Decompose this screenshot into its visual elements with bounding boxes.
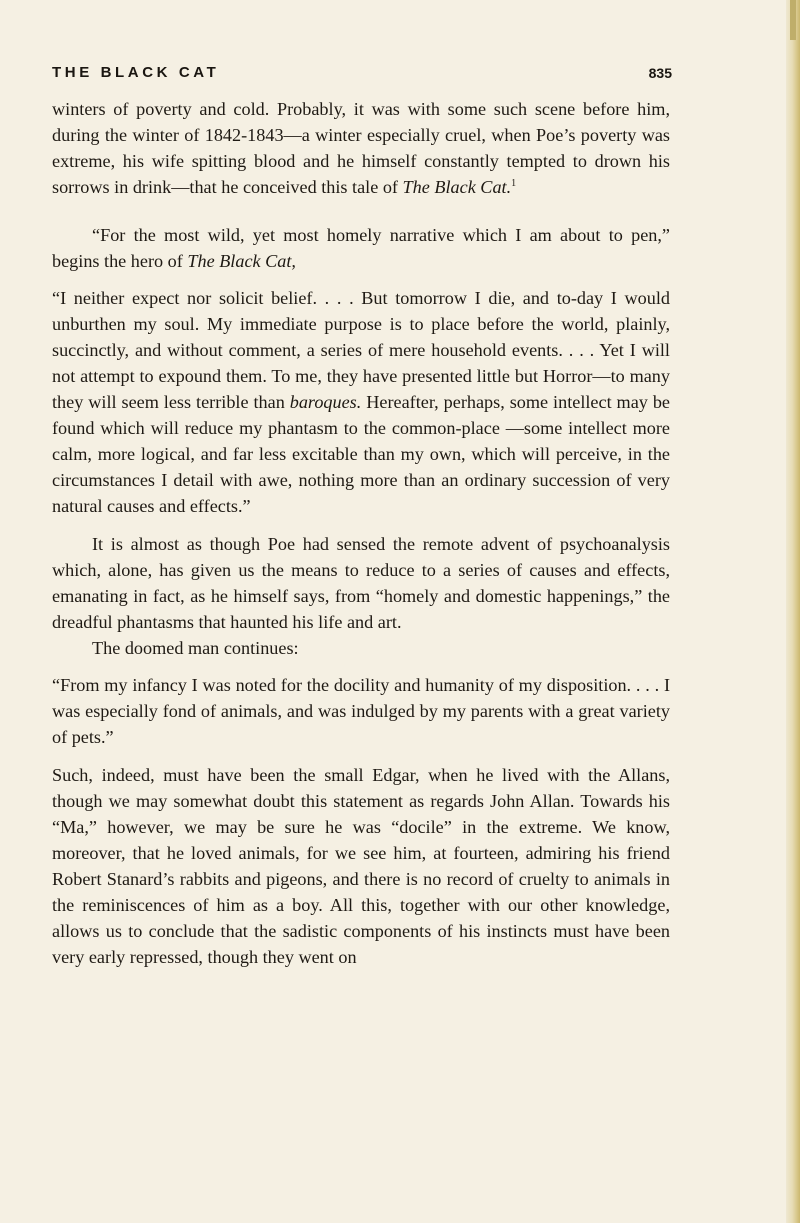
paragraph: [52, 762, 670, 970]
quotation-paragraph: [52, 285, 670, 519]
text-run: winters of poverty and cold. Probably, it was with some such scene before him, during the winter of 1842-1843—a winter especially cruel, when Poe’s poverty was extreme, his wife spitting blood and he himself constantly tempted to drown his sorrows in drink—that he conceived this tale of: [52, 99, 670, 197]
paragraph: [52, 222, 670, 274]
text-run: “From my infancy I was noted for the docility and humanity of my disposition. . . . I was especially fond of animals, and was indulged by my parents with a great variety of pets.”: [52, 675, 670, 747]
text-run: Hereafter, perhaps, some intellect may be found which will reduce my phantasm to the common-place —some intellect more calm, more logical, and far less excitable than my own, which will perceive, in the circumstances I detail with awe, nothing more than an ordinary succession of very natural causes and effects.”: [52, 392, 670, 516]
quotation-paragraph: [52, 672, 670, 750]
running-title: THE BLACK CAT: [52, 64, 220, 81]
footnote-marker: 1: [511, 177, 517, 189]
page-edge-tab: [790, 0, 796, 40]
italic-title: The Black Cat,: [187, 251, 296, 271]
text-run: It is almost as though Poe had sensed the remote advent of psychoanalysis which, alone, has given us the means to reduce to a series of causes and effects, emanating in fact, as he himself says, from “homely and domestic happenings,” the dreadful phantasms that haunted his life and art.: [52, 534, 670, 632]
body-text: [52, 96, 670, 970]
paragraph: [52, 635, 670, 661]
text-run: The doomed man continues:: [92, 638, 299, 658]
page-number: 835: [648, 65, 672, 81]
page-header: [52, 64, 672, 84]
paragraph: [52, 531, 670, 635]
text-run: “For the most wild, yet most homely narrative which I am about to pen,” begins the hero of: [52, 225, 670, 271]
text-run: Such, indeed, must have been the small Edgar, when he lived with the Allans, though we may somewhat doubt this statement as regards John Allan. Towards his “Ma,” however, we may be sure he was “docile” in the extreme. We know, moreover, that he loved animals, for we see him, at fourteen, admiring his friend Robert Stanard’s rabbits and pigeons, and there is no record of cruelty to animals in the reminiscences of him as a boy. All this, together with our other knowledge, allows us to conclude that the sadistic components of his instincts must have been very early repressed, though they went on: [52, 765, 670, 967]
italic-title: The Black Cat.: [402, 177, 512, 197]
paragraph: [52, 96, 670, 200]
italic-word: baroques.: [289, 392, 362, 412]
page-edge-shadow: [786, 0, 800, 1223]
text-run: “I neither expect nor solicit belief. . . . But tomorrow I die, and to-day I would unburthen my soul. My immediate purpose is to place before the world, plainly, succinctly, and without comment, a series of mere household events. . . . Yet I will not attempt to expound them. To me, they have presented little but Horror—to many they will seem less terrible than: [52, 288, 670, 412]
